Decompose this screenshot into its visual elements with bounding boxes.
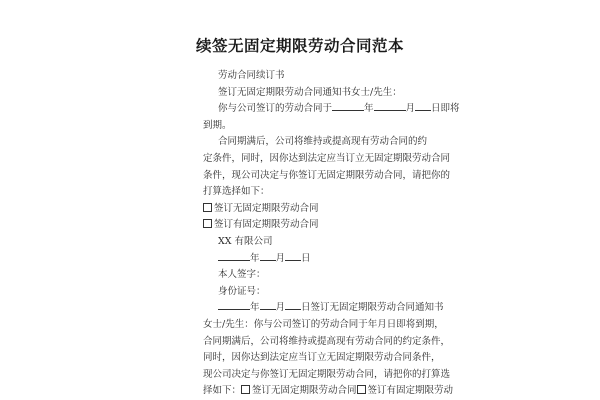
paragraph-expiry <box>203 101 460 118</box>
document-title: 续签无固定期限劳动合同范本 <box>195 37 404 55</box>
checkbox[interactable] <box>203 203 212 212</box>
checkbox[interactable] <box>241 385 250 394</box>
option-label: 签订无固定期限劳动合同 <box>252 385 357 397</box>
option-label: 签订有固定期限劳动合同 <box>214 219 319 231</box>
year-label: 年 <box>250 252 260 264</box>
month-label: 月 <box>405 103 416 115</box>
month-label: 月 <box>275 302 286 314</box>
day-blank <box>285 251 301 261</box>
option-label: 签订无固定期限劳动合同 <box>214 202 319 214</box>
repeat-line: 现公司决定与你签订无固定期限劳动合同，请把你的打算选 <box>203 368 451 380</box>
paragraph-line: 打算选择如下： <box>203 186 270 198</box>
date-line <box>203 251 408 268</box>
option-fixed-term <box>203 217 408 234</box>
repeat-title: 日签订无固定期限劳动合同通知书 <box>301 302 444 314</box>
document-body <box>203 68 460 400</box>
year-blank <box>218 300 250 310</box>
signature-line: 本人签字： <box>218 269 266 281</box>
paragraph-line: 条件，现公司决定与你签订无固定期限劳动合同，请把你的 <box>203 169 451 181</box>
notice-line: 签订无固定期限劳动合同通知书女士/先生： <box>218 86 402 98</box>
option-label: 签订有固定期限劳动 <box>367 385 454 397</box>
day-blank <box>285 300 301 310</box>
day-label: 日即将 <box>431 103 460 115</box>
checkbox[interactable] <box>357 385 366 394</box>
company-name: XX 有限公司 <box>218 235 273 247</box>
repeat-options-line <box>203 383 454 400</box>
heading-line: 劳动合同续订书 <box>218 70 285 81</box>
year-blank <box>218 251 250 261</box>
month-blank <box>374 101 406 111</box>
year-label: 年 <box>250 302 260 314</box>
repeat-line: 择如下： <box>203 385 242 397</box>
option-unfixed-term <box>203 201 408 218</box>
month-blank <box>260 251 276 261</box>
expiry-text: 你与公司签订的劳动合同于 <box>218 103 333 115</box>
day-blank <box>415 101 431 111</box>
paragraph-expiry-end: 到期。 <box>203 119 232 131</box>
repeat-date-line <box>203 300 444 317</box>
repeat-line: 同时，因你达到法定应当订立无固定期限劳动合同条件， <box>203 352 441 364</box>
month-blank <box>260 300 276 310</box>
year-blank <box>332 101 364 111</box>
id-number-line: 身份证号： <box>218 285 266 297</box>
year-label: 年 <box>364 103 374 115</box>
checkbox[interactable] <box>203 219 212 228</box>
paragraph-line: 合同期满后，公司将维持或提高现有劳动合同的约 <box>218 136 428 148</box>
day-label: 日 <box>301 252 311 264</box>
repeat-line: 合同期满后，公司将维持或提高现有劳动合同的约定条件， <box>203 335 451 347</box>
paragraph-line: 定条件，同时，因你达到法定应当订立无固定期限劳动合同 <box>203 152 451 164</box>
repeat-line: 女士/先生：你与公司签订的劳动合同于年月日即将到期， <box>203 318 444 330</box>
month-label: 月 <box>275 252 286 264</box>
